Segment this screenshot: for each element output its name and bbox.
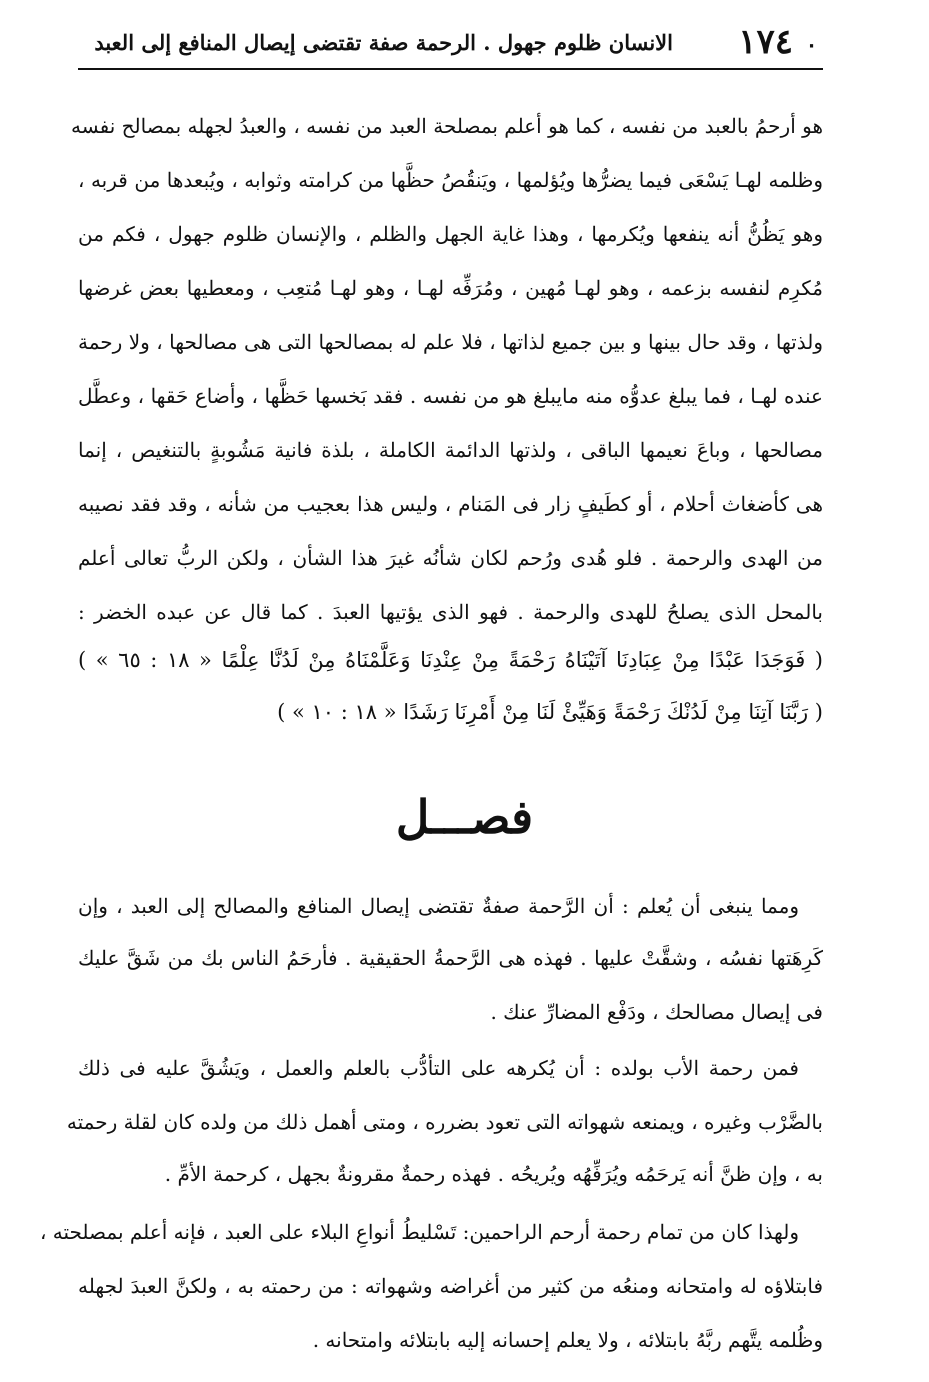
text-line: وظلمه لهـا يَسْعَى فيما يضرُّها ويُؤلمها ، ويَنقُصُ حظَّها من كرامته وثوابه ، ويُبعدها من قربه ، — [78, 168, 823, 192]
text-line: مُكرِم لنفسه بزعمه ، وهو لهـا مُهين ، ومُرَفِّه لهـا ، وهو لهـا مُتعِب ، ومعطيها بعض غرضها — [78, 276, 823, 300]
text-line: ولذتها ، وقد حال بينها و بين جميع لذاتها ، فلا علم له بمصالحها التى هى مصالحها ، ولا رحمة — [78, 330, 823, 354]
text-line: هى كأضغاث أحلام ، أو كطَيفٍ زار فى المَنام ، وليس هذا بعجيب من شأنه ، وقد فقد نصيبه — [78, 492, 823, 516]
text-line: ومما ينبغى أن يُعلم : أن الرَّحمة صفةٌ تقتضى إيصال المنافع والمصالح إلى العبد ، وإن — [78, 894, 799, 918]
text-line: به ، وإن ظنَّ أنه يَرحَمُه ويُرَفِّهُه ويُريحُه . فهذه رحمةٌ مقرونةٌ بجهل ، كرحمة الأمِّ . — [164, 1162, 823, 1186]
text-line: ولهذا كان من تمام رحمة أرحم الراحمين: تَسْليطُ أنواعِ البلاء على العبد ، فإنه أعلم بمصلحته ، — [39, 1220, 799, 1244]
text-line: فابتلاؤه له وامتحانه ومنعُه من كثير من أغراضه وشهواته : من رحمته به ، ولكنَّ العبدَ لجهله — [78, 1274, 823, 1298]
text-line: فمن رحمة الأب بولده : أن يُكرهه على التأدُّب بالعلم والعمل ، ويَشُقَّ عليه فى ذلك — [78, 1056, 799, 1080]
quran-verse: ( رَبَّنَا آتِنَا مِنْ لَدُنْكَ رَحْمَةً وَهَيِّئْ لَنَا مِنْ أَمْرِنَا رَشَدًا « ١٨ : ١٠ » ) — [277, 700, 823, 724]
text-line: وهو يَظُنُّ أنه ينفعها ويُكرمها ، وهذا غاية الجهل والظلم ، والإنسان ظلوم جهول ، فكم من — [78, 222, 823, 246]
text-line: هو أرحمُ بالعبد من نفسه ، كما هو أعلم بمصلحة العبد من نفسه ، والعبدُ لجهله بمصالح نفسه — [71, 114, 823, 138]
quran-verse: ( فَوَجَدَا عَبْدًا مِنْ عِبَادِنَا آتَيْنَاهُ رَحْمَةً مِنْ عِنْدِنَا وَعَلَّمْنَاهُ مِنْ لَدُنَّا عِلْمًا « ١٨ : ٦٥ » ) — [78, 648, 823, 672]
page-header — [78, 18, 823, 70]
text-line: كَرِهَتها نفسُه ، وشقَّتْ عليها . فهذه هى الرَّحمةُ الحقيقية . فأرحَمُ الناس بك من شَقَّ عليك — [78, 946, 823, 970]
text-line: بالضَّرْب وغيره ، ويمنعه شهواته التى تعود بضرره ، ومتى أهمل ذلك من ولده كان لقلة رحمته — [66, 1110, 823, 1134]
text-line: بالمحل الذى يصلحُ للهدى والرحمة . فهو الذى يؤتيها العبدَ . كما قال عن عبده الخضر : — [78, 600, 823, 624]
page-number: ١٧٤ — [738, 22, 793, 62]
running-head: الانسان ظلوم جهول . الرحمة صفة تقتضى إيصال المنافع إلى العبد — [94, 30, 673, 55]
text-line: عنده لهـا ، فما يبلغ عدوُّه منه مايبلغ هو من نفسه . فقد بَخسها حَظَّها ، وأضاع حَقها ، وعطَّل — [78, 384, 823, 408]
section-title: فصـــل — [395, 790, 534, 844]
text-line: من الهدى والرحمة . فلو هُدى ورُحم لكان شأنُه غيرَ هذا الشأن ، ولكن الربُّ تعالى أعلم — [78, 546, 823, 570]
text-line: مصالحها ، وباعَ نعيمها الباقى ، ولذتها الدائمة الكاملة ، بلذة فانية مَشُوبةٍ بالتنغيص ، إنما — [78, 438, 823, 462]
text-line: وظُلمه يتَّهم ربَّهُ بابتلائه ، ولا يعلم إحسانه إليه بابتلائه وامتحانه . — [312, 1328, 823, 1352]
header-dot: · — [808, 36, 815, 57]
text-line: فى إيصال مصالحك ، ودَفْع المضارِّ عنك . — [490, 1000, 823, 1024]
